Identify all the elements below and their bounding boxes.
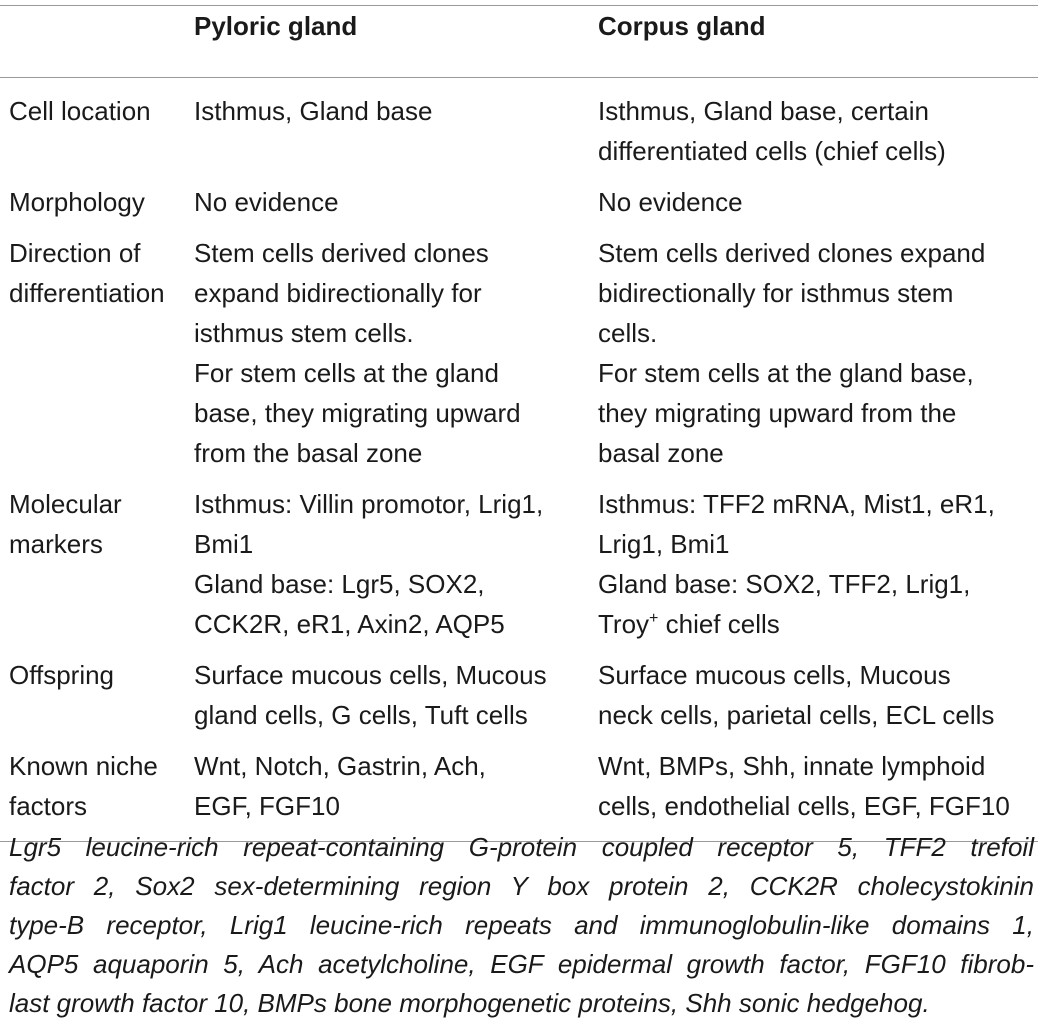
row-label-line: Cell location [9, 96, 151, 126]
cell-text-line: differentiated cells (chief cells) [598, 136, 946, 166]
row-label-line: Molecular [9, 489, 122, 519]
row-label-cell [0, 176, 194, 227]
cell-text-line: Troy+ chief cells [598, 609, 780, 639]
table-row-molecular-markers [0, 478, 1038, 649]
cell-text-line: For stem cells at the gland [194, 358, 499, 388]
row-label-line: Known niche [9, 751, 158, 781]
cell-text-line: from the basal zone [194, 438, 423, 468]
cell-text-line: Bmi1 [194, 529, 254, 559]
cell-text-line: Stem cells derived clones [194, 238, 489, 268]
cell-paragraph [598, 655, 1038, 735]
corpus-gland-cell [598, 478, 1038, 649]
cell-paragraph [194, 233, 598, 353]
row-label-cell [0, 649, 194, 740]
cell-text-line: Isthmus, Gland base, certain [598, 96, 929, 126]
cell-text-line: cells. [598, 318, 658, 348]
row-label-line: markers [9, 529, 103, 559]
footnote-line: type-B receptor, Lrig1 leucine-rich repeats and immunoglobulin-like domains 1, [9, 910, 1034, 940]
header-corpus-gland: Corpus gland [598, 11, 766, 41]
cell-paragraph [598, 746, 1038, 826]
cell-text-line: No evidence [194, 187, 339, 217]
row-label-line: factors [9, 791, 88, 821]
table-body [0, 78, 1038, 842]
pyloric-gland-cell [194, 176, 598, 227]
row-label-line: Offspring [9, 660, 115, 690]
cell-text-line: CCK2R, eR1, Axin2, AQP5 [194, 609, 505, 639]
cell-paragraph [194, 746, 598, 826]
cell-text-line: bidirectionally for isthmus stem [598, 278, 954, 308]
cell-text-line: Surface mucous cells, Mucous [194, 660, 547, 690]
corpus-gland-cell [598, 740, 1038, 842]
cell-text-line: expand bidirectionally for [194, 278, 482, 308]
cell-text-line: cells, endothelial cells, EGF, FGF10 [598, 791, 1010, 821]
cell-paragraph [194, 91, 598, 131]
cell-paragraph [194, 564, 598, 644]
cell-text-line: neck cells, parietal cells, ECL cells [598, 700, 995, 730]
cell-paragraph [598, 484, 1038, 564]
table-footnote [9, 828, 1034, 1023]
corpus-gland-cell [598, 78, 1038, 177]
header-empty-cell [0, 6, 194, 78]
table-header [0, 6, 1038, 78]
footnote-line: factor 2, Sox2 sex-determining region Y box protein 2, CCK2R cholecystokinin [9, 871, 1034, 901]
cell-text-line: basal zone [598, 438, 724, 468]
pyloric-gland-cell [194, 227, 598, 478]
cell-text-line: No evidence [598, 187, 743, 217]
row-label-cell [0, 78, 194, 177]
pyloric-gland-cell [194, 478, 598, 649]
cell-text-line: Gland base: SOX2, TFF2, Lrig1, [598, 569, 971, 599]
cell-text-line: Isthmus: TFF2 mRNA, Mist1, eR1, [598, 489, 995, 519]
cell-text-line: Surface mucous cells, Mucous [598, 660, 951, 690]
footnote-line: AQP5 aquaporin 5, Ach acetylcholine, EGF epidermal growth factor, FGF10 fibrob- [9, 949, 1034, 979]
cell-text-line: Wnt, BMPs, Shh, innate lymphoid [598, 751, 986, 781]
cell-paragraph [194, 353, 598, 473]
superscript-plus: + [649, 610, 659, 627]
row-label-line: Morphology [9, 187, 145, 217]
cell-text-line: Stem cells derived clones expand [598, 238, 986, 268]
header-pyloric-gland: Pyloric gland [194, 11, 358, 41]
cell-text-line: EGF, FGF10 [194, 791, 340, 821]
table-row-morphology [0, 176, 1038, 227]
cell-text-line: they migrating upward from the [598, 398, 957, 428]
cell-paragraph [598, 91, 1038, 171]
corpus-gland-cell [598, 227, 1038, 478]
cell-text-line: Wnt, Notch, Gastrin, Ach, [194, 751, 486, 781]
table-row-direction-of-differentiation [0, 227, 1038, 478]
table-row-offspring [0, 649, 1038, 740]
pyloric-gland-cell [194, 740, 598, 842]
row-label-cell [0, 478, 194, 649]
cell-paragraph [194, 182, 598, 222]
cell-paragraph [598, 564, 1038, 644]
cell-text-line: Lrig1, Bmi1 [598, 529, 730, 559]
cell-text-line: isthmus stem cells. [194, 318, 414, 348]
cell-text-line: For stem cells at the gland base, [598, 358, 974, 388]
cell-paragraph [194, 484, 598, 564]
cell-text-line: Isthmus, Gland base [194, 96, 433, 126]
cell-text-line: gland cells, G cells, Tuft cells [194, 700, 528, 730]
pyloric-gland-cell [194, 649, 598, 740]
cell-text-line: Isthmus: Villin promotor, Lrig1, [194, 489, 544, 519]
cell-paragraph [194, 655, 598, 735]
pyloric-gland-cell [194, 78, 598, 177]
header-row [0, 6, 1038, 78]
row-label-cell [0, 227, 194, 478]
row-label-cell [0, 740, 194, 842]
cell-text-line: Gland base: Lgr5, SOX2, [194, 569, 485, 599]
row-label-line: differentiation [9, 278, 165, 308]
cell-paragraph [598, 182, 1038, 222]
footnote-line: Lgr5 leucine-rich repeat-containing G-protein coupled receptor 5, TFF2 trefoil [9, 832, 1034, 862]
corpus-gland-cell [598, 176, 1038, 227]
footnote-line: last growth factor 10, BMPs bone morphogenetic proteins, Shh sonic hedgehog. [9, 988, 930, 1018]
cell-paragraph [598, 353, 1038, 473]
cell-text-line: base, they migrating upward [194, 398, 521, 428]
cell-paragraph [598, 233, 1038, 353]
corpus-gland-cell [598, 649, 1038, 740]
table-row-known-niche-factors [0, 740, 1038, 842]
gland-comparison-table [0, 5, 1038, 842]
table-row-cell-location [0, 78, 1038, 177]
row-label-line: Direction of [9, 238, 141, 268]
